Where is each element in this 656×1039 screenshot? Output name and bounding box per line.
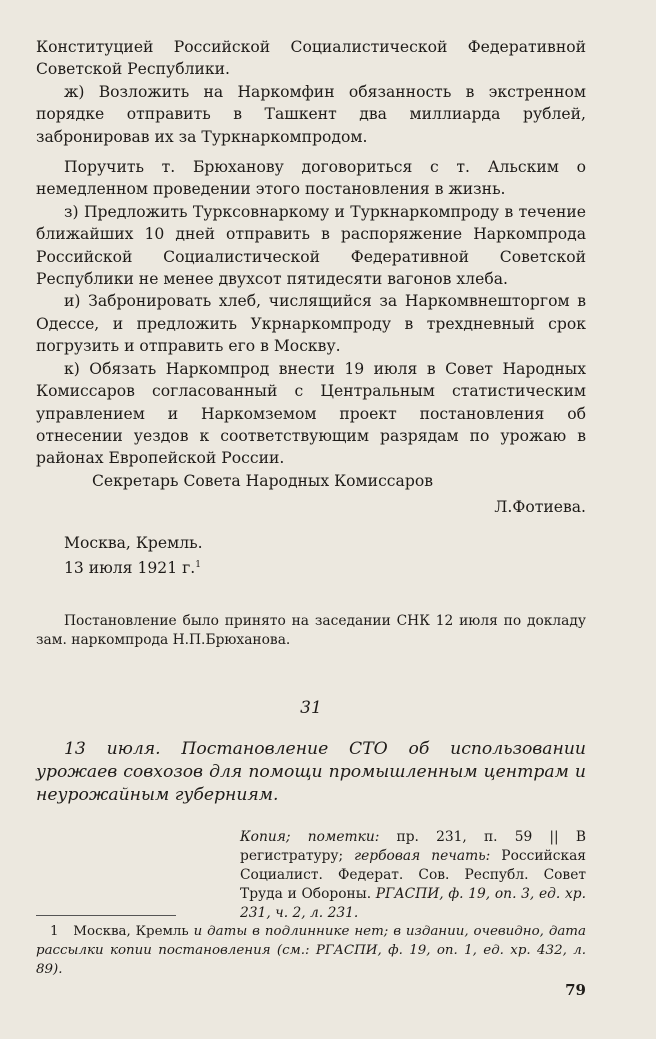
source-archive-ref: РГАСПИ, ф. 19, оп. 3, ед. хр. 231, ч. 2, л. 231. [240,886,586,921]
footnote-reference: 1 [195,560,201,570]
signature-place: Москва, Кремль. [64,534,203,552]
heading-date: 13 июля. [64,739,161,759]
footnote-text-italic: и даты в подлиннике нет; в издании, очевидно, дата рассылки копии постановления (см.: РГАСПИ, ф. 19, оп. 1, ед. хр. 432, л. 89). [36,924,586,977]
paragraph-item-zh: ж) Возложить на Наркомфин обязанность в экстренном порядке отправить в Ташкент два миллиарда рублей, забронировав их за Туркнаркомпродом. [36,82,586,146]
heading-title: Постановление СТО об использовании урожаев совхозов для помощи промышленным центрам и неурожайным губерниям. [36,739,586,805]
page-number: 79 [565,981,586,999]
source-marks: пр. 231, п. 59 || В регистратуру; [240,829,586,864]
footnote-divider [36,915,176,916]
body-text [36,36,586,470]
source-seal-label: гербовая печать: [354,848,491,864]
source-copy-label: Копия; пометки: [240,829,380,845]
paragraph-item-k: к) Обязать Наркомпрод внести 19 июля в Совет Народных Комиссаров согласованный с Центральным статистическим управлением и Наркомземом проект постановления об отнесении уездов к соответствующим разрядам по урожаю в районах Европейской России. [36,359,586,468]
document-heading [36,738,586,807]
signature-position: Секретарь Совета Народных Комиссаров [92,472,433,490]
signature-date-line [36,554,586,579]
paragraph-instruction: Поручить т. Брюханову договориться с т. Альским о немедленном проведении этого постановления в жизнь. [36,158,586,199]
paragraph-continuation: Конституцией Российской Социалистической Федеративной Советской Республики. [36,38,586,79]
paragraph-item-i: и) Забронировать хлеб, числящийся за Наркомвнешторгом в Одессе, и предложить Укрнаркомпроду в трехдневный срок погрузить и отправить его в Москву. [36,292,586,356]
archival-source [240,828,586,923]
source-seal-text: Российская Социалист. Федерат. Сов. Республ. Совет Труда и Обороны. [240,848,586,902]
footnote-mark: 1 [50,924,59,939]
signature-block [36,470,586,579]
signature-date: 13 июля 1921 г. [64,559,196,578]
paragraph-item-z: з) Предложить Турксовнаркому и Туркнаркомпроду в течение ближайших 10 дней отправить в распоряжение Наркомпрода Российской Социалистической Федеративной Советской Республики не менее двухсот пятидесяти вагонов хлеба. [36,202,586,289]
signature-name: Л.Фотиева. [494,498,586,516]
document-number: 31 [300,698,322,718]
adoption-note: Постановление было принято на заседании СНК 12 июля по докладу зам. наркомпрода Н.П.Брюханова. [36,613,586,648]
footnote-text-plain: Москва, Кремль [73,924,189,939]
footnote [36,922,586,979]
